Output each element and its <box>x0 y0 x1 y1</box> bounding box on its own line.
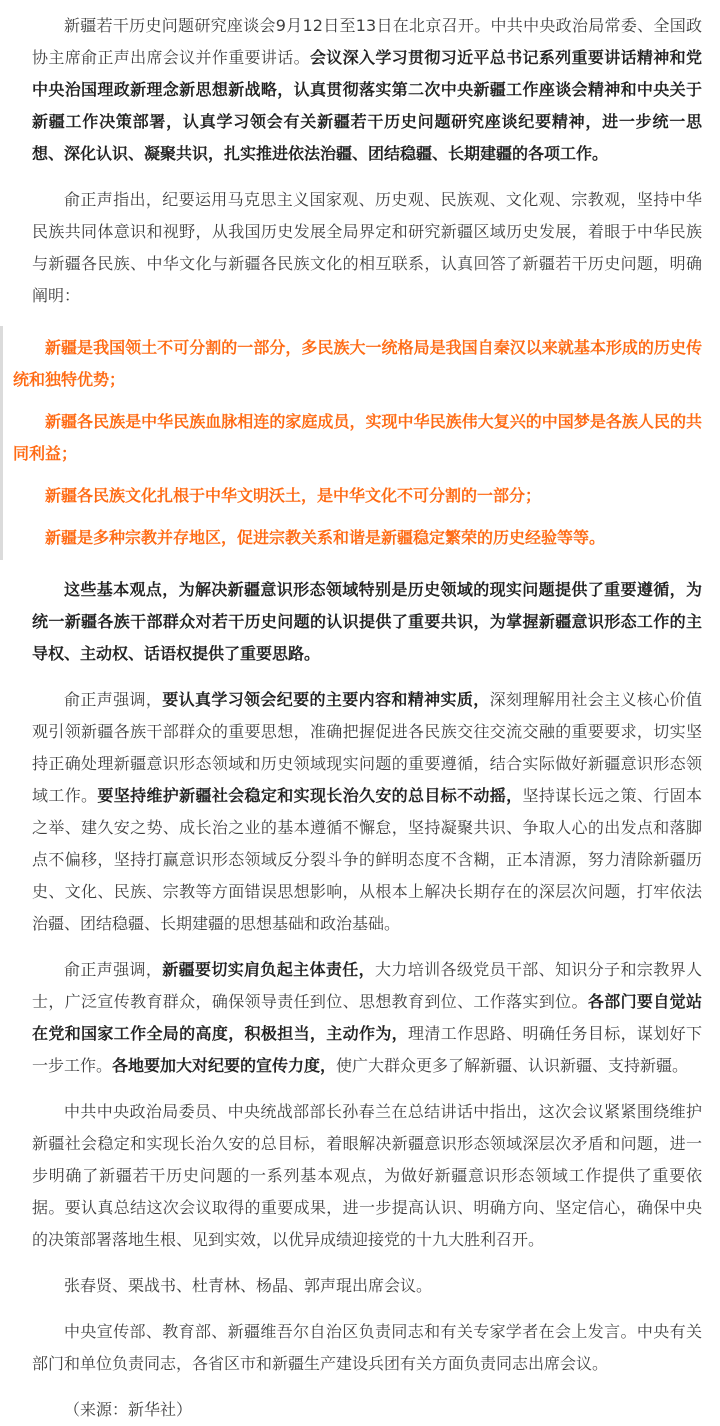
key-point-1: 新疆是我国领土不可分割的一部分，多民族大一统格局是我国自秦汉以来就基本形成的历史传统和独特优势； <box>13 338 702 389</box>
paragraph-4 <box>32 684 702 940</box>
key-point-2: 新疆各民族是中华民族血脉相连的家庭成员，实现中华民族伟大复兴的中国梦是各族人民的共同利益； <box>13 412 702 463</box>
paragraph-5-lead: 俞正声强调， <box>64 960 163 979</box>
paragraph-6: 中共中央政治局委员、中央统战部部长孙春兰在总结讲话中指出，这次会议紧紧围绕维护新疆社会稳定和实现长治久安的总目标，着眼解决新疆意识形态领域深层次矛盾和问题，进一步明确了新疆若干历史问题的一系列基本观点，为做好新疆意识形态领域工作提供了重要依据。要认真总结这次会议取得的重要成果，进一步提高认识、明确方向、坚定信心，确保中央的决策部署落地生根、见到实效，以优异成绩迎接党的十九大胜利召开。 <box>32 1102 702 1249</box>
source-credit: （来源：新华社） <box>64 1400 193 1419</box>
paragraph-5-emphasis-3: 各地要加大对纪要的宣传力度， <box>112 1056 337 1075</box>
key-point-3: 新疆各民族文化扎根于中华文明沃土，是中华文化不可分割的一部分； <box>45 486 542 505</box>
paragraph-8: 中央宣传部、教育部、新疆维吾尔自治区负责同志和有关专家学者在会上发言。中央有关部门和单位负责同志，各省区市和新疆生产建设兵团有关方面负责同志出席会议。 <box>32 1322 702 1373</box>
paragraph-1-emphasis: 会议深入学习贯彻习近平总书记系列重要讲话精神和党中央治国理政新理念新思想新战略，认真贯彻落实第二次中央新疆工作座谈会精神和中央关于新疆工作决策部署，认真学习领会有关新疆若干历史问题研究座谈纪要精神，进一步统一思想、深化认识、凝聚共识，扎实推进依法治疆、团结稳疆、长期建疆的各项工作。 <box>32 48 702 163</box>
paragraph-4-text-2: 坚持谋长远之策、行固本之举、建久安之势、成长治之业的基本遵循不懈怠，坚持凝聚共识、争取人心的出发点和落脚点不偏移，坚持打赢意识形态领域反分裂斗争的鲜明态度不含糊，正本清源，努力清除新疆历史、文化、民族、宗教等方面错误思想影响，从根本上解决长期存在的深层次问题，打牢依法治疆、团结稳疆、长期建疆的思想基础和政治基础。 <box>32 786 702 933</box>
paragraph-5-emphasis-1: 新疆要切实肩负起主体责任， <box>162 960 375 979</box>
paragraph-1 <box>32 10 702 170</box>
paragraph-2: 俞正声指出，纪要运用马克思主义国家观、历史观、民族观、文化观、宗教观，坚持中华民族共同体意识和视野，从我国历史发展全局界定和研究新疆区域历史发展，着眼于中华民族与新疆各民族、中华文化与新疆各民族文化的相互联系，认真回答了新疆若干历史问题，明确阐明： <box>32 190 702 305</box>
paragraph-5-text-3: 使广大群众更多了解新疆、认识新疆、支持新疆。 <box>336 1056 689 1075</box>
paragraph-5 <box>32 954 702 1082</box>
paragraph-7: 张春贤、栗战书、杜青林、杨晶、郭声琨出席会议。 <box>64 1276 433 1295</box>
key-point-4: 新疆是多种宗教并存地区，促进宗教关系和谐是新疆稳定繁荣的历史经验等等。 <box>45 528 606 547</box>
paragraph-4-emphasis-1: 要认真学习领会纪要的主要内容和精神实质， <box>162 690 490 709</box>
paragraph-1-intro: 新疆若干历史问题研究座谈会9月12日至13日在北京召开。中共中央政治局常委、全国政协主席俞正声出席会议并作重要讲话。 <box>32 16 702 67</box>
paragraph-5-text-2: 理清工作思路、明确任务目标，谋划好下一步工作。 <box>32 1024 702 1075</box>
paragraph-5-emphasis-2: 各部门要自觉站在党和国家工作全局的高度，积极担当，主动作为， <box>32 992 702 1043</box>
key-points-blockquote <box>0 326 702 560</box>
paragraph-3-emphasis: 这些基本观点，为解决新疆意识形态领域特别是历史领域的现实问题提供了重要遵循，为统一新疆各族干部群众对若干历史问题的认识提供了重要共识，为掌握新疆意识形态工作的主导权、主动权、话语权提供了重要思路。 <box>32 580 702 663</box>
paragraph-4-emphasis-2: 要坚持维护新疆社会稳定和实现长治久安的总目标不动摇， <box>97 786 523 805</box>
paragraph-5-text-1: 大力培训各级党员干部、知识分子和宗教界人士，广泛宣传教育群众，确保领导责任到位、思想教育到位、工作落实到位。 <box>32 960 702 1011</box>
paragraph-3 <box>32 574 702 670</box>
paragraph-4-lead: 俞正声强调， <box>64 690 163 709</box>
paragraph-4-text-1: 深刻理解用社会主义核心价值观引领新疆各族干部群众的重要思想，准确把握促进各民族交往交流交融的重要要求，切实坚持正确处理新疆意识形态领域和历史领域现实问题的重要遵循，结合实际做好新疆意识形态领域工作。 <box>32 690 702 805</box>
